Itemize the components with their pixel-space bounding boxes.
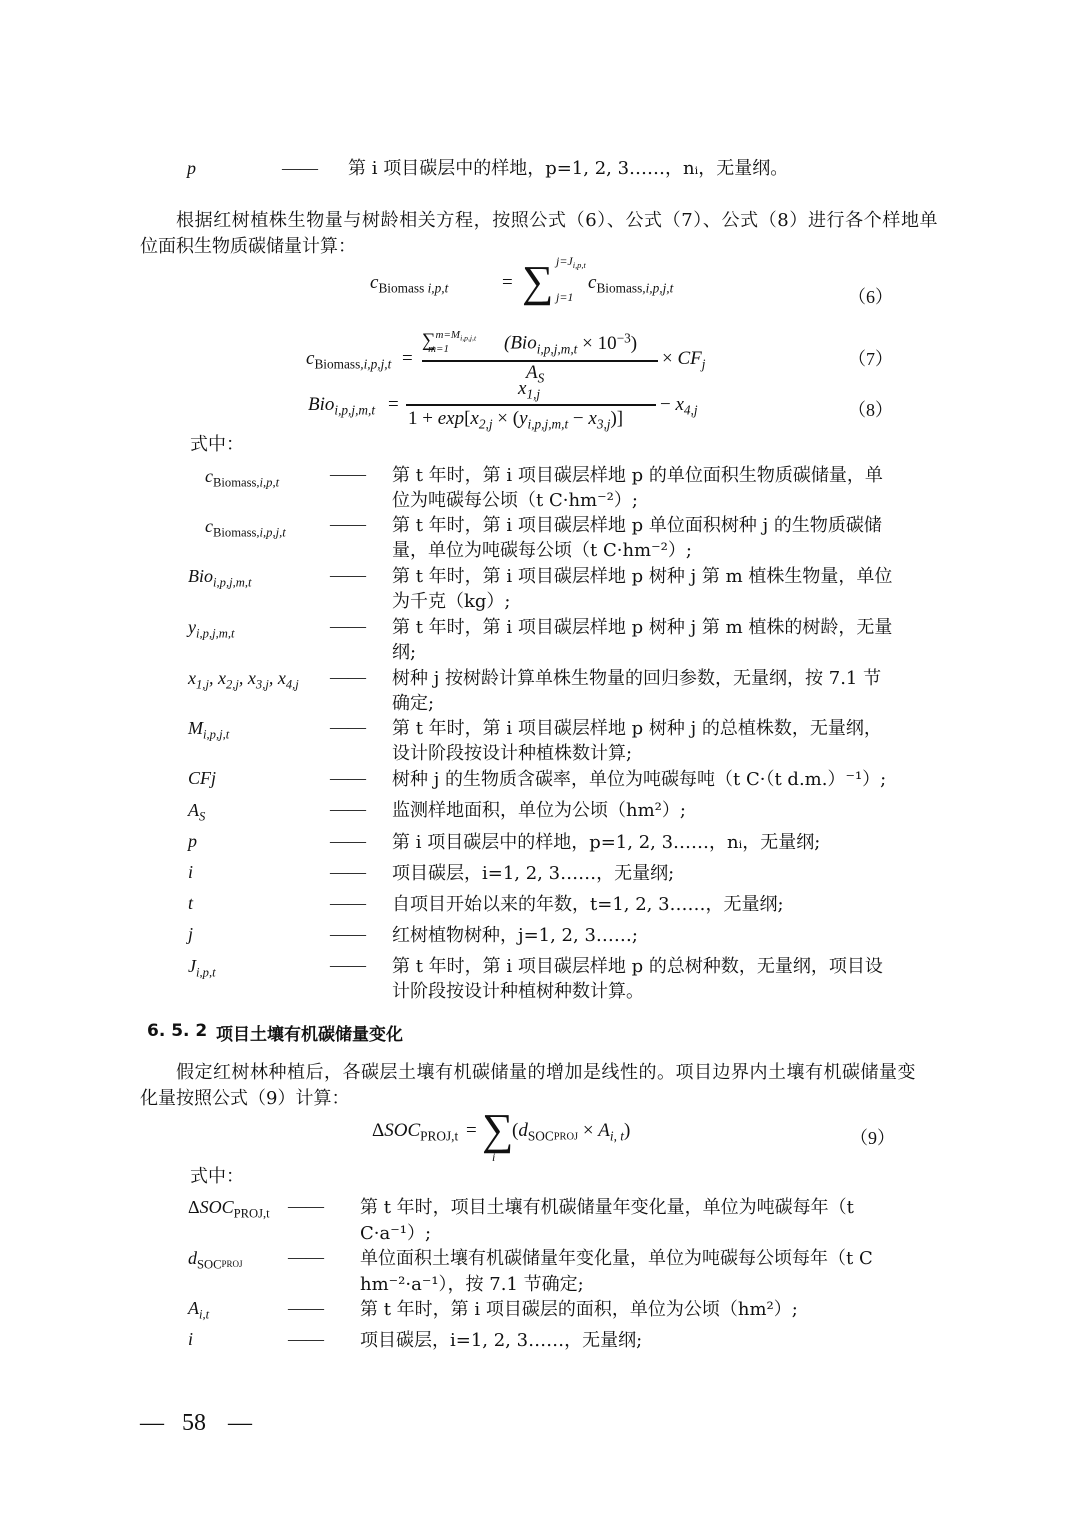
definition-text: 第 i 项目碳层中的样地，p=1, 2, 3……，nᵢ，无量纲; — [392, 832, 821, 853]
definition-dash: —— — [330, 565, 366, 585]
definition-text: 红树植物树种，j=1, 2, 3……; — [392, 925, 638, 946]
definition-dash: —— — [330, 831, 366, 851]
definition-dash: —— — [330, 893, 366, 913]
top-line-text: 第 i 项目碳层中的样地，p=1, 2, 3……，nᵢ，无量纲。 — [348, 158, 789, 179]
definition-symbol: j — [188, 924, 194, 944]
definition-text-cont: 量，单位为吨碳每公顷（t C·hm⁻²）; — [392, 540, 692, 561]
footer-left-dash: — — [140, 1410, 164, 1436]
definition-dash: —— — [330, 955, 366, 975]
definition-text: 树种 j 的生物质含碳率，单位为吨碳每吨（t C·（t d.m.）⁻¹）; — [392, 769, 887, 790]
definition-text-cont: 计阶段按设计种植树种数计算。 — [392, 981, 644, 1002]
definition-dash: —— — [330, 464, 366, 484]
definition-dash: —— — [330, 667, 366, 687]
definition-symbol: i — [188, 1329, 194, 1349]
definition-symbol: CFj — [188, 768, 217, 788]
definition-text-cont: 确定; — [392, 693, 435, 714]
definition-symbol: $d_{SOCPROJ}$ — [188, 1248, 243, 1272]
equation-8-number: （8） — [848, 400, 893, 420]
footer-right-dash: — — [228, 1410, 252, 1436]
definition-text: 树种 j 按树龄计算单株生物量的回归参数，无量纲，按 7.1 节 — [392, 668, 882, 689]
definition-text-cont: hm⁻²·a⁻¹），按 7.1 节确定; — [360, 1274, 584, 1295]
definition-text: 项目碳层，i=1, 2, 3……，无量纲; — [360, 1330, 643, 1351]
top-line-symbol: p — [187, 158, 196, 178]
definition-text: 第 t 年时，第 i 项目碳层样地 p 树种 j 第 m 植株生物量，单位 — [392, 566, 893, 587]
definition-text: 第 t 年时，项目土壤有机碳储量年变化量，单位为吨碳每年（t — [360, 1197, 854, 1218]
definition-dash: —— — [330, 717, 366, 737]
definition-dash: —— — [330, 799, 366, 819]
definition-dash: —— — [288, 1329, 324, 1349]
definition-text-cont: 纲; — [392, 642, 417, 663]
definition-dash: —— — [288, 1196, 324, 1216]
definition-dash: —— — [330, 924, 366, 944]
where-label-2: 式中： — [190, 1166, 244, 1187]
equation-9-number: （9） — [850, 1128, 895, 1148]
definition-symbol: p — [188, 831, 197, 851]
definition-symbol: $A_{i,t}$ — [188, 1298, 210, 1322]
definition-text-cont: C·a⁻¹）; — [360, 1223, 432, 1244]
page-number: 58 — [182, 1410, 206, 1436]
definition-dash: —— — [330, 514, 366, 534]
definition-symbol: t — [188, 893, 194, 913]
definition-dash: —— — [330, 768, 366, 788]
definition-text: 监测样地面积，单位为公顷（hm²）; — [392, 800, 686, 821]
definition-symbol: $M_{i,p,j,t}$ — [188, 718, 230, 742]
definition-text: 单位面积土壤有机碳储量年变化量，单位为吨碳每公顷每年（t C — [360, 1248, 873, 1269]
equation-8: Bio$_{i,p,j,m,t}$ = $x_{1,j}$ $1 + \exp[x_{2,j} \times (y_{i,p,j,m,t} - x_{3,j})]$ − $x_{4,j}$ — [308, 378, 698, 432]
definition-symbol: Bio$_{i,p,j,m,t}$ — [188, 566, 252, 590]
definition-text: 第 t 年时，第 i 项目碳层的面积，单位为公顷（hm²）; — [360, 1299, 798, 1320]
top-line-dash: —— — [282, 158, 318, 178]
definition-symbol: $J_{i,p,t}$ — [188, 956, 216, 980]
definition-symbol: $c_{Biomass,i,p,j,t}$ — [205, 516, 286, 540]
definition-text-cont: 位为吨碳每公顷（t C·hm⁻²）; — [392, 490, 638, 511]
definition-text-cont: 为千克（kg）; — [392, 591, 511, 612]
equation-6: $c_{Biomass}$ $_{i,p,t}$ = ∑ $j=J_{i,p,t}$ j=1 $c_{Biomass,i,p,j,t}$ — [370, 254, 674, 306]
definition-symbol: i — [188, 862, 194, 882]
definition-dash: —— — [288, 1298, 324, 1318]
equation-9: $\Delta SOC_{PROJ,t}$ = ∑ i $(d_{SOCPROJ} \times A_{i, t})$ — [372, 1105, 631, 1164]
equation-7-number: （7） — [848, 349, 893, 369]
definition-dash: —— — [288, 1247, 324, 1267]
where-label-1: 式中： — [190, 434, 244, 455]
definition-text: 项目碳层，i=1, 2, 3……，无量纲; — [392, 863, 675, 884]
equation-7: $c_{Biomass,i,p,j,t}$ = ∑$^{m=M_{i,p,j,t}}_{m=1}$ $(Bio_{i,p,j,m,t} \times 10^{-3})$ $A_S$ × $CF_j$ — [306, 329, 706, 386]
definition-symbol: $c_{Biomass,i,p,t}$ — [205, 466, 280, 490]
intro-paragraph-line1: 根据红树植株生物量与树龄相关方程，按照公式（6）、公式（7）、公式（8）进行各个样地单 — [176, 210, 939, 231]
soil-paragraph-line2: 化量按照公式（9）计算： — [140, 1088, 350, 1109]
definition-dash: —— — [330, 862, 366, 882]
definition-text: 第 t 年时，第 i 项目碳层样地 p 的单位面积生物质碳储量，单 — [392, 465, 883, 486]
definition-symbol: $x_{1,j}$, $x_{2,j}$, $x_{3,j}$, $x_{4,j}$ — [188, 668, 299, 692]
definition-symbol: $y_{i,p,j,m,t}$ — [188, 617, 235, 641]
definition-text: 第 t 年时，第 i 项目碳层样地 p 单位面积树种 j 的生物质碳储 — [392, 515, 882, 536]
definition-text-cont: 设计阶段按设计种植株数计算; — [392, 743, 633, 764]
definition-dash: —— — [330, 616, 366, 636]
equation-6-number: （6） — [848, 287, 893, 307]
definition-symbol: $\Delta SOC_{PROJ,t}$ — [188, 1197, 270, 1221]
section-heading-title: 项目土壤有机碳储量变化 — [216, 1025, 403, 1045]
definition-text: 第 t 年时，第 i 项目碳层样地 p 树种 j 第 m 植株的树龄，无量 — [392, 617, 893, 638]
definition-symbol: $A_S$ — [188, 800, 206, 824]
intro-paragraph-line2: 位面积生物质碳储量计算： — [140, 236, 356, 257]
soil-paragraph-line1: 假定红树林种植后，各碳层土壤有机碳储量的增加是线性的。项目边界内土壤有机碳储量变 — [176, 1062, 916, 1083]
section-heading-number: 6. 5. 2 — [147, 1021, 208, 1041]
definition-text: 自项目开始以来的年数，t=1, 2, 3……，无量纲; — [392, 894, 784, 915]
definition-text: 第 t 年时，第 i 项目碳层样地 p 的总树种数，无量纲，项目设 — [392, 956, 883, 977]
definition-text: 第 t 年时，第 i 项目碳层样地 p 树种 j 的总植株数，无量纲， — [392, 718, 882, 739]
